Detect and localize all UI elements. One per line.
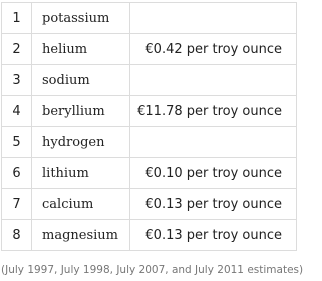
element-price xyxy=(130,65,297,96)
table-row xyxy=(2,127,297,158)
element-price: €0.10 per troy ounce xyxy=(130,158,297,189)
row-index: 3 xyxy=(2,65,32,96)
row-index: 8 xyxy=(2,220,32,251)
table-row xyxy=(2,34,297,65)
element-name: beryllium xyxy=(32,96,130,127)
element-name: calcium xyxy=(32,189,130,220)
element-price: €11.78 per troy ounce xyxy=(130,96,297,127)
table-row xyxy=(2,65,297,96)
footnote: (July 1997, July 1998, July 2007, and July 2011 estimates) xyxy=(1,264,304,276)
element-price: €0.42 per troy ounce xyxy=(130,34,297,65)
element-name: hydrogen xyxy=(32,127,130,158)
table-row xyxy=(2,189,297,220)
element-name: lithium xyxy=(32,158,130,189)
element-name: magnesium xyxy=(32,220,130,251)
row-index: 6 xyxy=(2,158,32,189)
row-index: 2 xyxy=(2,34,32,65)
element-price: €0.13 per troy ounce xyxy=(130,220,297,251)
element-price xyxy=(130,127,297,158)
table-row xyxy=(2,96,297,127)
table-row xyxy=(2,158,297,189)
row-index: 4 xyxy=(2,96,32,127)
element-price: €0.13 per troy ounce xyxy=(130,189,297,220)
row-index: 1 xyxy=(2,3,32,34)
element-name: potassium xyxy=(32,3,130,34)
element-price xyxy=(130,3,297,34)
element-name: helium xyxy=(32,34,130,65)
table-row xyxy=(2,220,297,251)
table-row xyxy=(2,3,297,34)
results-table xyxy=(1,2,297,251)
row-index: 5 xyxy=(2,127,32,158)
element-name: sodium xyxy=(32,65,130,96)
row-index: 7 xyxy=(2,189,32,220)
